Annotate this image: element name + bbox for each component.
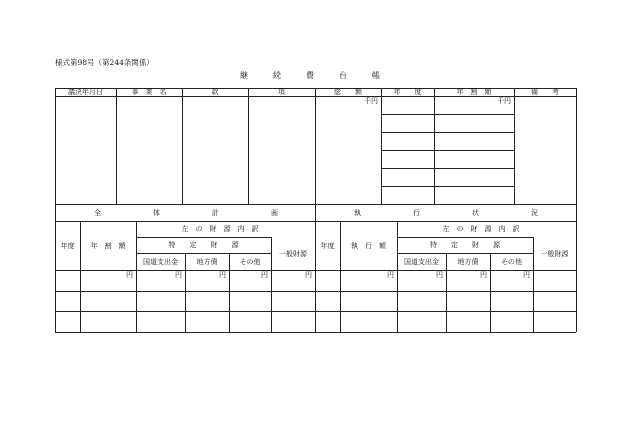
header-resolution-date: 議決年月日 xyxy=(68,88,103,96)
yen-unit: 円 xyxy=(436,271,443,279)
form-number-label: 様式第98号（第244条関係） xyxy=(55,58,154,67)
header-total-amount: 総 額 xyxy=(334,88,362,96)
title-char: 帳 xyxy=(372,71,380,80)
header-fund-breakdown: 左 の 財 源 内 訳 xyxy=(181,225,259,233)
header-local-bonds: 地方債 xyxy=(196,257,218,266)
header-general-funds: 一般財源 xyxy=(279,249,307,258)
section-char: 執 xyxy=(354,208,361,217)
rule xyxy=(576,204,577,332)
header-annual-amount: 年 割 額 xyxy=(456,88,492,96)
rule xyxy=(55,332,576,333)
section-char: 画 xyxy=(271,208,278,217)
yen-unit: 円 xyxy=(219,271,226,279)
header-local-bonds: 地方債 xyxy=(457,257,479,266)
header-project-name: 事 業 名 xyxy=(131,88,167,96)
yen-unit: 円 xyxy=(175,271,182,279)
header-year: 年度 xyxy=(320,241,335,250)
yen-unit: 円 xyxy=(387,271,394,279)
rule xyxy=(381,88,382,204)
yen-unit: 円 xyxy=(305,271,312,279)
header-plan-annual-amount: 年 割 額 xyxy=(90,241,126,250)
rule xyxy=(182,88,183,204)
rule xyxy=(434,88,435,204)
rule xyxy=(55,88,56,204)
ledger-title xyxy=(240,70,380,81)
section-char: 計 xyxy=(212,208,219,217)
section-char: 行 xyxy=(413,208,420,217)
unit-label: 千円 xyxy=(364,97,378,105)
yen-unit: 円 xyxy=(523,271,530,279)
title-char: 台 xyxy=(339,71,347,80)
header-executed-amount: 執 行 額 xyxy=(351,241,386,250)
header-general-funds: 一般財源 xyxy=(540,249,569,258)
header-kou: 項 xyxy=(278,88,285,96)
header-remarks: 備 考 xyxy=(531,88,559,96)
rule xyxy=(381,186,514,187)
rule xyxy=(381,132,514,133)
header-national-subsidy: 国道支出金 xyxy=(143,257,178,266)
rule xyxy=(116,88,117,204)
section-overall-plan xyxy=(86,204,286,221)
title-char: 継 xyxy=(240,71,248,80)
rule xyxy=(248,88,249,204)
section-char: 況 xyxy=(531,208,538,217)
rule xyxy=(315,88,316,204)
title-char: 費 xyxy=(306,71,314,80)
title-char: 続 xyxy=(273,71,281,80)
header-fiscal-year: 年 度 xyxy=(393,88,422,96)
rule xyxy=(381,168,514,169)
section-char: 全 xyxy=(94,208,101,217)
rule xyxy=(514,88,515,204)
unit-label: 千円 xyxy=(497,97,511,105)
header-other: その他 xyxy=(501,257,522,266)
header-other: その他 xyxy=(239,257,261,266)
yen-unit: 円 xyxy=(126,271,133,279)
header-specific-funds: 特 定 財 源 xyxy=(168,241,239,249)
section-char: 体 xyxy=(153,208,160,217)
rule xyxy=(576,88,577,204)
yen-unit: 円 xyxy=(261,271,268,279)
header-national-subsidy: 国道支出金 xyxy=(404,257,439,266)
header-kan: 款 xyxy=(211,88,219,96)
header-specific-funds: 特 定 財 源 xyxy=(430,241,500,249)
section-char: 状 xyxy=(472,208,479,217)
header-fund-breakdown: 左 の 財 源 内 訳 xyxy=(442,225,520,233)
rule xyxy=(381,114,514,115)
yen-unit: 円 xyxy=(480,271,487,279)
rule xyxy=(381,150,514,151)
section-execution-status xyxy=(346,204,546,221)
header-year: 年度 xyxy=(60,241,75,250)
